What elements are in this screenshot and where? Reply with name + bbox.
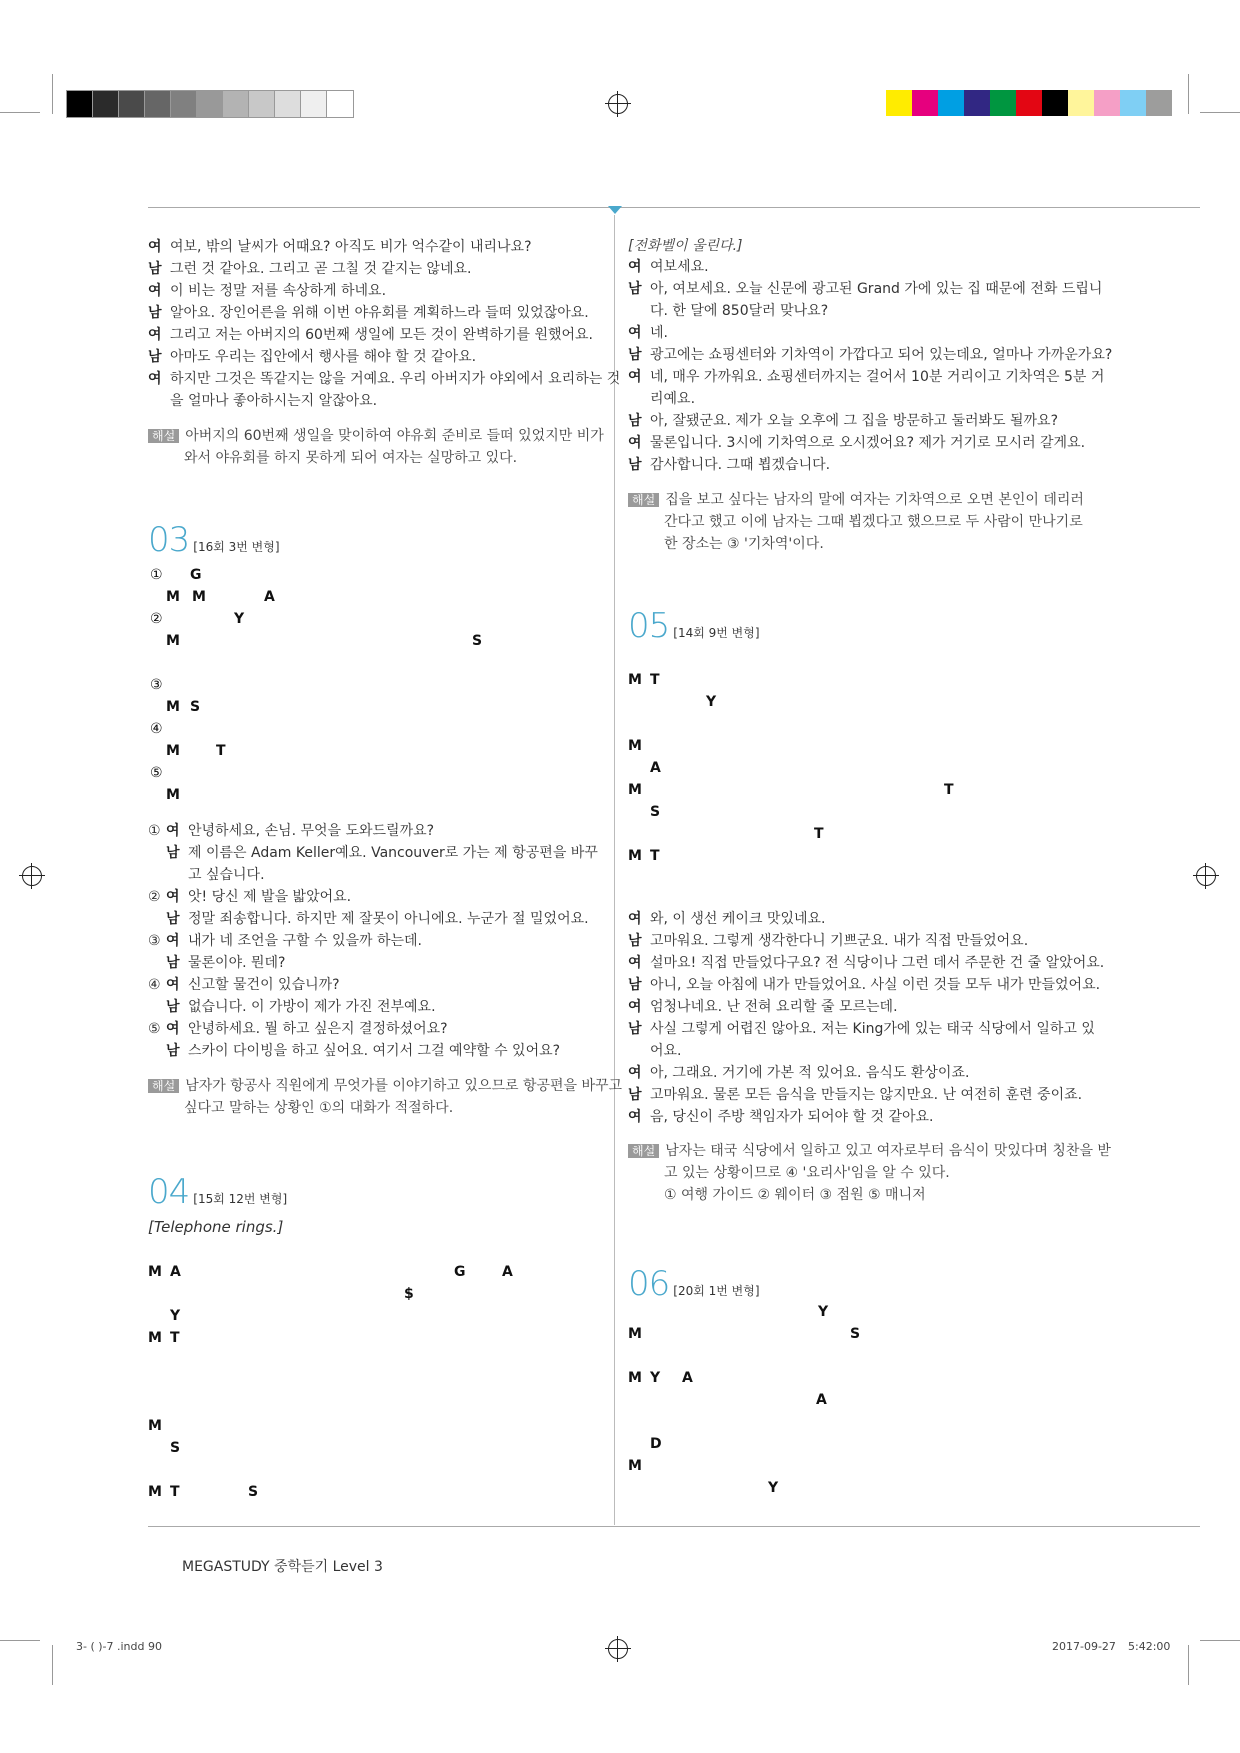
gray-swatch — [66, 90, 94, 118]
speaker-mark: A — [170, 1264, 181, 1280]
speaker-mark: M — [628, 672, 642, 688]
dialogue-text: 아, 여보세요. 오늘 신문에 광고된 Grand 가에 있는 집 때문에 전화 드립니 — [650, 281, 1103, 297]
speaker-mark: A — [502, 1264, 513, 1280]
dialogue-line — [148, 258, 471, 280]
dialogue-line — [628, 1018, 1095, 1040]
option-number: ② — [148, 889, 161, 905]
speaker-label: 여 — [166, 823, 180, 839]
dialogue-text: 그리고 저는 아버지의 60번째 생일에 모든 것이 완벽하기를 원했어요. — [170, 327, 594, 343]
speaker-label: 여 — [166, 889, 180, 905]
dialogue-line — [628, 930, 1028, 952]
speaker-mark: M — [628, 738, 642, 754]
speaker-label: 남 — [628, 457, 642, 473]
color-swatch — [1146, 90, 1172, 116]
gray-swatch — [144, 90, 172, 118]
speaker-mark: S — [650, 804, 661, 820]
dialogue-text: 아니, 오늘 아침에 내가 만들었어요. 사실 이런 것들 모두 내가 만들었어요. — [650, 977, 1101, 993]
speaker-mark: M — [166, 633, 180, 649]
speaker-mark: T — [814, 826, 824, 842]
speaker-mark: M — [628, 1326, 642, 1342]
top-rule — [148, 207, 1200, 208]
color-swatch — [1042, 90, 1068, 116]
crop-mark — [0, 1640, 40, 1641]
dialogue-text: 리예요. — [650, 391, 696, 407]
dialogue-text: 여보, 밖의 날씨가 어때요? 아직도 비가 억수같이 내리나요? — [170, 239, 532, 255]
dialogue-text: 광고에는 쇼핑센터와 기차역이 가깝다고 되어 있는데요, 얼마나 가까운가요? — [650, 347, 1113, 363]
speaker-mark: T — [216, 743, 226, 759]
stage-direction: [전화벨이 울린다.] — [628, 238, 743, 254]
dialogue-text: 설마요! 직접 만들었다구요? 전 식당이나 그런 데서 주문한 건 줄 알았어요. — [650, 955, 1105, 971]
speaker-label: 남 — [628, 1021, 642, 1037]
speaker-label: 남 — [628, 1087, 642, 1103]
dialogue-line — [628, 344, 1112, 366]
translation-text: 앗! 당신 제 발을 밟았어요. — [188, 889, 352, 905]
translation-text: 안녕하세요. 뭘 하고 싶은지 결정하셨어요? — [188, 1021, 448, 1037]
speaker-label: 남 — [166, 1043, 180, 1059]
question-number: 05 — [628, 606, 670, 646]
speaker-label: 남 — [166, 955, 180, 971]
translation-line — [148, 974, 340, 996]
dialogue-line — [628, 1084, 1082, 1106]
question-05-header — [628, 606, 760, 646]
speaker-mark: A — [682, 1370, 693, 1386]
footer-brand: MEGASTUDY 중학듣기 Level 3 — [182, 1559, 383, 1575]
speaker-mark: S — [248, 1484, 259, 1500]
registration-mark-icon — [1196, 866, 1216, 886]
speaker-label: 여 — [166, 1021, 180, 1037]
translation-line — [148, 820, 434, 842]
explanation-3: 해설 집을 보고 싶다는 남자의 말에 여자는 기차역으로 오면 본인이 데리러 간다고 했고 이에 남자는 그때 뵙겠다고 했으므로 두 사람이 만나기로 한 장소는 ③ '기차역'이다. — [628, 489, 1084, 555]
speaker-label: 여 — [628, 325, 642, 341]
speaker-mark: M — [166, 787, 180, 803]
translation-line — [148, 952, 285, 974]
speaker-label: 남 — [628, 933, 642, 949]
dialogue-text: 엄청나네요. 난 전혀 요리할 줄 모르는데. — [650, 999, 898, 1015]
dialogue-line — [628, 1106, 933, 1128]
speaker-label: 여 — [166, 933, 180, 949]
dialogue-text: 감사합니다. 그때 뵙겠습니다. — [650, 457, 831, 473]
crop-mark — [1200, 112, 1240, 113]
speaker-mark: M — [148, 1264, 162, 1280]
dialogue-text: 네. — [650, 325, 668, 341]
dialogue-line — [628, 952, 1104, 974]
speaker-mark: G — [454, 1264, 466, 1280]
gray-swatch — [326, 90, 354, 118]
speaker-mark: T — [650, 672, 660, 688]
speaker-label: 여 — [628, 435, 642, 451]
speaker-label: 남 — [628, 413, 642, 429]
dialogue-text: 아마도 우리는 집안에서 행사를 해야 할 것 같아요. — [170, 349, 477, 365]
option-number: ③ — [148, 933, 161, 949]
crop-mark — [1200, 1640, 1240, 1641]
color-swatch — [964, 90, 990, 116]
color-swatch — [990, 90, 1016, 116]
question-03-header — [148, 520, 280, 560]
dialogue-line — [628, 366, 1104, 388]
speaker-mark: Y — [818, 1304, 829, 1320]
speaker-mark: D — [650, 1436, 662, 1452]
speaker-mark: M — [148, 1484, 162, 1500]
crop-mark — [52, 1645, 53, 1685]
speaker-mark: M — [628, 1458, 642, 1474]
dialogue-text: 사실 그렇게 어렵진 않아요. 저는 King가에 있는 태국 식당에서 일하고 있 — [650, 1021, 1095, 1037]
translation-line — [148, 864, 265, 886]
dialogue-line — [628, 1040, 682, 1062]
speaker-label: 남 — [166, 911, 180, 927]
dialogue-line — [628, 278, 1102, 300]
translation-line — [148, 908, 589, 930]
translation-text: 스카이 다이빙을 하고 싶어요. 여기서 그걸 예약할 수 있어요? — [188, 1043, 561, 1059]
gray-swatch — [222, 90, 250, 118]
speaker-mark: Y — [170, 1308, 181, 1324]
explanation-1: 해설 아버지의 60번째 생일을 맞이하여 야유회 준비로 들떠 있었지만 비가 와서 야유회를 하지 못하게 되어 여자는 실망하고 있다. — [148, 425, 604, 469]
option-number: ⑤ — [148, 1021, 161, 1037]
dialogue-line — [628, 1062, 969, 1084]
dialogue-line — [628, 974, 1100, 996]
translation-text: 물론이야. 뭔데? — [188, 955, 286, 971]
dialogue-line — [628, 454, 830, 476]
speaker-label: 남 — [628, 281, 642, 297]
speaker-label: 남 — [628, 977, 642, 993]
speaker-mark: S — [472, 633, 483, 649]
gray-swatch — [118, 90, 146, 118]
crop-mark — [1188, 1645, 1189, 1685]
registration-mark-icon — [22, 866, 42, 886]
speaker-mark: A — [650, 760, 661, 776]
question-source: [20회 1번 변형] — [673, 1284, 760, 1298]
speaker-label: 여 — [628, 1109, 642, 1125]
dialogue-text: 이 비는 정말 저를 속상하게 하네요. — [170, 283, 387, 299]
speaker-mark: M — [628, 782, 642, 798]
speaker-label: 남 — [148, 305, 162, 321]
dialogue-text: 다. 한 달에 850달러 맞나요? — [650, 303, 829, 319]
speaker-label: 여 — [628, 1065, 642, 1081]
speaker-label: 여 — [628, 259, 642, 275]
option-number: ④ — [148, 977, 161, 993]
translation-text: 정말 죄송합니다. 하지만 제 잘못이 아니에요. 누군가 절 밀었어요. — [188, 911, 589, 927]
dialogue-line — [148, 324, 593, 346]
translation-text: 신고할 물건이 있습니까? — [188, 977, 340, 993]
speaker-mark: T — [944, 782, 954, 798]
dialogue-line — [148, 280, 386, 302]
dialogue-line — [628, 996, 898, 1018]
color-swatch — [1068, 90, 1094, 116]
question-number: 03 — [148, 520, 190, 560]
speaker-label: 남 — [628, 347, 642, 363]
dialogue-text: 하지만 그것은 똑같지는 않을 거예요. 우리 아버지가 야외에서 요리하는 것 — [170, 371, 621, 387]
dialogue-text: 어요. — [650, 1043, 682, 1059]
top-rule-marker-icon — [608, 206, 622, 214]
option-number: ② — [150, 611, 163, 627]
translation-text: 안녕하세요, 손님. 무엇을 도와드릴까요? — [188, 823, 435, 839]
speaker-mark: $ — [404, 1286, 414, 1302]
speaker-mark: G — [190, 567, 202, 583]
translation-line — [148, 996, 436, 1018]
color-swatch — [886, 90, 912, 116]
speaker-label: 여 — [166, 977, 180, 993]
bottom-rule — [148, 1526, 1200, 1527]
footer-time: 5:42:00 — [1128, 1640, 1171, 1653]
dialogue-text: 음, 당신이 주방 책임자가 되어야 할 것 같아요. — [650, 1109, 934, 1125]
translation-text: 고 싶습니다. — [188, 867, 265, 883]
dialogue-line — [628, 432, 1085, 454]
question-source: [16회 3번 변형] — [193, 540, 280, 554]
crop-mark — [0, 112, 40, 113]
gray-swatch — [196, 90, 224, 118]
speaker-label: 여 — [628, 999, 642, 1015]
explanation-2: 해설 남자가 항공사 직원에게 무엇가를 이야기하고 있으므로 항공편을 바꾸고 싶다고 말하는 상황인 ①의 대화가 적절하다. — [148, 1075, 622, 1119]
crop-mark — [52, 74, 53, 114]
color-swatch — [1016, 90, 1042, 116]
speaker-mark: S — [190, 699, 201, 715]
question-source: [14회 9번 변형] — [673, 626, 760, 640]
speaker-mark: M — [166, 699, 180, 715]
dialogue-text: 그런 것 같아요. 그리고 곧 그칠 것 같지는 않네요. — [170, 261, 472, 277]
speaker-label: 여 — [148, 283, 162, 299]
dialogue-text: 고마워요. 그렇게 생각한다니 기쁘군요. 내가 직접 만들었어요. — [650, 933, 1029, 949]
stage-direction: [Telephone rings.] — [148, 1218, 284, 1236]
translation-text: 제 이름은 Adam Keller예요. Vancouver로 가는 제 항공편을 바꾸 — [188, 845, 598, 861]
translation-line — [148, 930, 422, 952]
speaker-label: 여 — [148, 327, 162, 343]
speaker-label: 남 — [148, 261, 162, 277]
speaker-label: 여 — [628, 369, 642, 385]
speaker-mark: T — [170, 1484, 180, 1500]
crop-mark — [1188, 74, 1189, 114]
speaker-mark: M — [166, 589, 180, 605]
explanation-badge: 해설 — [148, 1079, 179, 1093]
dialogue-text: 고마워요. 물론 모든 음식을 만들지는 않지만요. 난 여전히 훈련 중이죠. — [650, 1087, 1083, 1103]
option-number: ① — [150, 567, 163, 583]
color-swatch — [912, 90, 938, 116]
option-number: ④ — [150, 721, 163, 737]
gray-swatch — [248, 90, 276, 118]
speaker-mark: Y — [650, 1370, 661, 1386]
footer-date: 2017-09-27 — [1052, 1640, 1116, 1653]
option-number: ① — [148, 823, 161, 839]
dialogue-line — [628, 300, 828, 322]
gray-swatch — [300, 90, 328, 118]
speaker-mark: M — [166, 743, 180, 759]
speaker-mark: Y — [234, 611, 245, 627]
speaker-mark: A — [816, 1392, 827, 1408]
translation-text: 없습니다. 이 가방이 제가 가진 전부예요. — [188, 999, 436, 1015]
speaker-label: 남 — [166, 845, 180, 861]
registration-mark-icon — [608, 94, 628, 114]
translation-line — [148, 1040, 560, 1062]
translation-text: 내가 네 조언을 구할 수 있을까 하는데. — [188, 933, 423, 949]
speaker-mark: T — [170, 1330, 180, 1346]
color-swatch — [1120, 90, 1146, 116]
question-06-header — [628, 1264, 760, 1304]
explanation-badge: 해설 — [628, 1144, 659, 1158]
speaker-mark: M — [148, 1418, 162, 1434]
question-number: 06 — [628, 1264, 670, 1304]
speaker-mark: M — [192, 589, 206, 605]
explanation-badge: 해설 — [628, 493, 659, 507]
speaker-label: 여 — [628, 955, 642, 971]
dialogue-text: 아, 잘됐군요. 제가 오늘 오후에 그 집을 방문하고 둘러봐도 될까요? — [650, 413, 1059, 429]
speaker-mark: S — [850, 1326, 861, 1342]
dialogue-line — [148, 302, 589, 324]
dialogue-line — [628, 908, 825, 930]
speaker-mark: Y — [768, 1480, 779, 1496]
gray-swatch — [274, 90, 302, 118]
option-number: ③ — [150, 677, 163, 693]
dialogue-text: 와, 이 생선 케이크 맛있네요. — [650, 911, 826, 927]
dialogue-line — [148, 368, 620, 390]
gray-swatch — [92, 90, 120, 118]
dialogue-text: 네, 매우 가까워요. 쇼핑센터까지는 걸어서 10분 거리이고 기차역은 5분 거 — [650, 369, 1105, 385]
dialogue-line — [148, 390, 377, 412]
footer-file: 3- ( )-7 .indd 90 — [76, 1640, 162, 1653]
dialogue-line — [148, 236, 532, 258]
dialogue-line — [628, 322, 668, 344]
question-source: [15회 12번 변형] — [193, 1192, 288, 1206]
translation-line — [148, 1018, 448, 1040]
dialogue-text: 을 얼마나 좋아하시는지 알잖아요. — [170, 393, 378, 409]
dialogue-text: 여보세요. — [650, 259, 709, 275]
speaker-mark: M — [628, 848, 642, 864]
translation-line — [148, 886, 351, 908]
registration-mark-icon — [608, 1639, 628, 1659]
speaker-mark: M — [148, 1330, 162, 1346]
speaker-label: 여 — [628, 911, 642, 927]
dialogue-line — [628, 256, 709, 278]
question-04-header — [148, 1172, 287, 1212]
dialogue-line — [628, 410, 1058, 432]
explanation-badge: 해설 — [148, 429, 179, 443]
dialogue-line — [628, 388, 695, 410]
dialogue-text: 물론입니다. 3시에 기차역으로 오시겠어요? 제가 거기로 모시러 갈게요. — [650, 435, 1086, 451]
gray-swatch — [170, 90, 198, 118]
color-swatch — [1094, 90, 1120, 116]
speaker-mark: S — [170, 1440, 181, 1456]
option-number: ⑤ — [150, 765, 163, 781]
explanation-4: 해설 남자는 태국 식당에서 일하고 있고 여자로부터 음식이 맛있다며 칭찬을 받 고 있는 상황이므로 ④ '요리사'임을 알 수 있다. ① 여행 가이드 ② 웨이터 ③ 점원 ⑤ 매니저 — [628, 1140, 1111, 1206]
speaker-mark: M — [628, 1370, 642, 1386]
speaker-label: 여 — [148, 239, 162, 255]
color-swatch — [938, 90, 964, 116]
speaker-mark: Y — [706, 694, 717, 710]
dialogue-line — [148, 346, 476, 368]
speaker-label: 남 — [166, 999, 180, 1015]
question-number: 04 — [148, 1172, 190, 1212]
speaker-mark: A — [264, 589, 275, 605]
dialogue-text: 아, 그래요. 거기에 가본 적 있어요. 음식도 환상이죠. — [650, 1065, 970, 1081]
speaker-label: 여 — [148, 371, 162, 387]
dialogue-text: 알아요. 장인어른을 위해 이번 야유회를 계획하느라 들떠 있었잖아요. — [170, 305, 589, 321]
column-divider — [614, 215, 615, 1525]
speaker-label: 남 — [148, 349, 162, 365]
speaker-mark: T — [650, 848, 660, 864]
translation-line — [148, 842, 598, 864]
